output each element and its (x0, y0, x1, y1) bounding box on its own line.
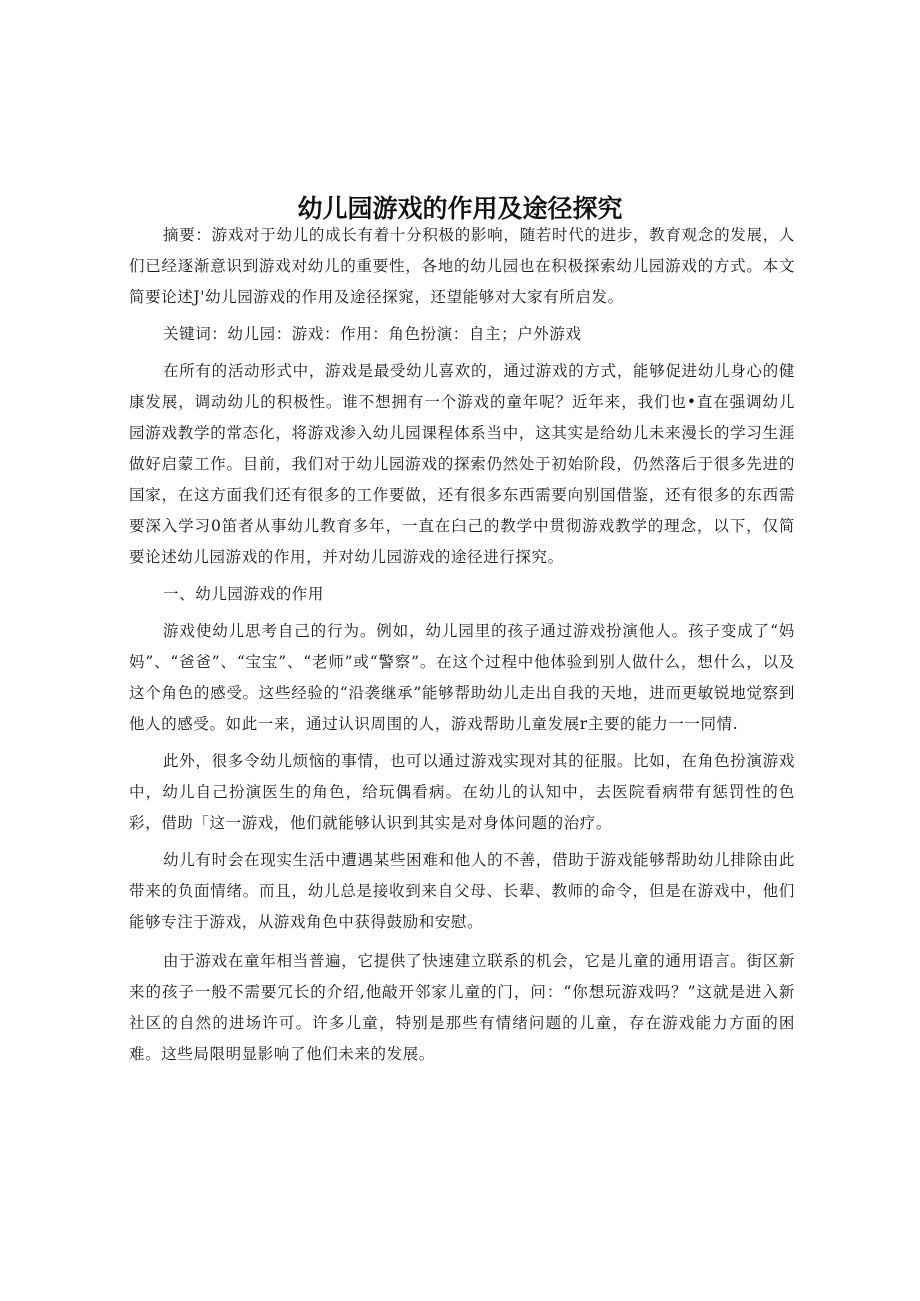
abstract-paragraph: 摘要：游戏对于幼儿的成长有着十分积极的影响，随若时代的进步，教育观念的发展，人们已经逐渐意识到游戏对幼儿的重要性，各地的幼儿园也在积极探索幼儿园游戏的方式。本文简要论述J'幼儿园游戏的作用及途径探窕，还望能够对大家有所启发。 (129, 226, 795, 306)
body-paragraph: 由于游戏在童年相当普遍，它提供了快速建立联系的机会，它是儿童的通用语言。街区新来的孩子一般不需要冗长的介绍,他敲开邻家儿童的门，问：“你想玩游戏吗？”这就是进入新社区的自然的进场许可。许多儿童，特别是那些有情绪问题的儿童，存在游戏能力方面的困难。这些局限明显影响了他们未来的发展。 (129, 952, 795, 1063)
intro-paragraph: 在所有的活动形式中，游戏是最受幼儿喜欢的，通过游戏的方式，能够促进幼儿身心的健康发展，调动幼儿的积极性。谁不想拥有一个游戏的童年呢？近年来，我们也•直在强调幼儿园游戏教学的常态化，将游戏渗入幼儿园课程体系当中，这其实是给幼儿未来漫长的学习生涯做好启蒙工作。目前，我们对于幼儿园游戏的探索仍然处于初始阶段，仍然落后于很多先进的国家，在这方面我们还有很多的工作要做，还有很多东西需要向别国借鉴，还有很多的东西需要深入学习0笛者从事幼儿教育多年，一直在臼己的教学中贯彻游戏教学的理念，以下，仅简要论述幼儿园游戏的作用，并对幼儿园游戏的途径进行探究。 (129, 362, 795, 566)
page-title: 幼儿园游戏的作用及途径探究 (297, 193, 623, 223)
body-paragraph: 游戏使幼儿思考自己的行为。例如，幼儿园里的孩子通过游戏扮演他人。孩子变成了“妈妈”、“爸爸”、“宝宝”、“老师”或“警察”。在这个过程中他体验到别人做什么，想什么，以及这个角色的感受。这些经验的“沿袭继承”能够帮助幼儿走出自我的天地，进而更敏锐地觉察到他人的感受。如此一来，通过认识周围的人，游戏帮助儿童发展r主要的能力一一同情. (129, 622, 795, 733)
keywords-paragraph: 关键词：幼儿园：游戏：作用：角色扮演：自主；户外游戏 (163, 325, 582, 343)
document-body (129, 220, 795, 1070)
body-paragraph: 幼儿有时会在现实生活中遭遇某些困难和他人的不善，借助于游戏能够帮助幼儿排除由此带来的负面情绪。而且，幼儿总是接收到来自父母、长辈、教师的命令，但是在游戏中，他们能够专注于游戏，从游戏角色中获得鼓励和安慰。 (129, 851, 795, 931)
body-paragraph: 此外，很多令幼儿烦恼的事情，也可以通过游戏实现对其的征服。比如，在角色扮演游戏中，幼儿自己扮演医生的角色，给玩偶看病。在幼儿的认知中，去医院看病带有惩罚性的色彩，借助「这一游戏，他们就能够认识到其实是对身体问题的治疗。 (129, 752, 795, 832)
section-heading: 一、幼儿园游戏的作用 (163, 585, 325, 603)
